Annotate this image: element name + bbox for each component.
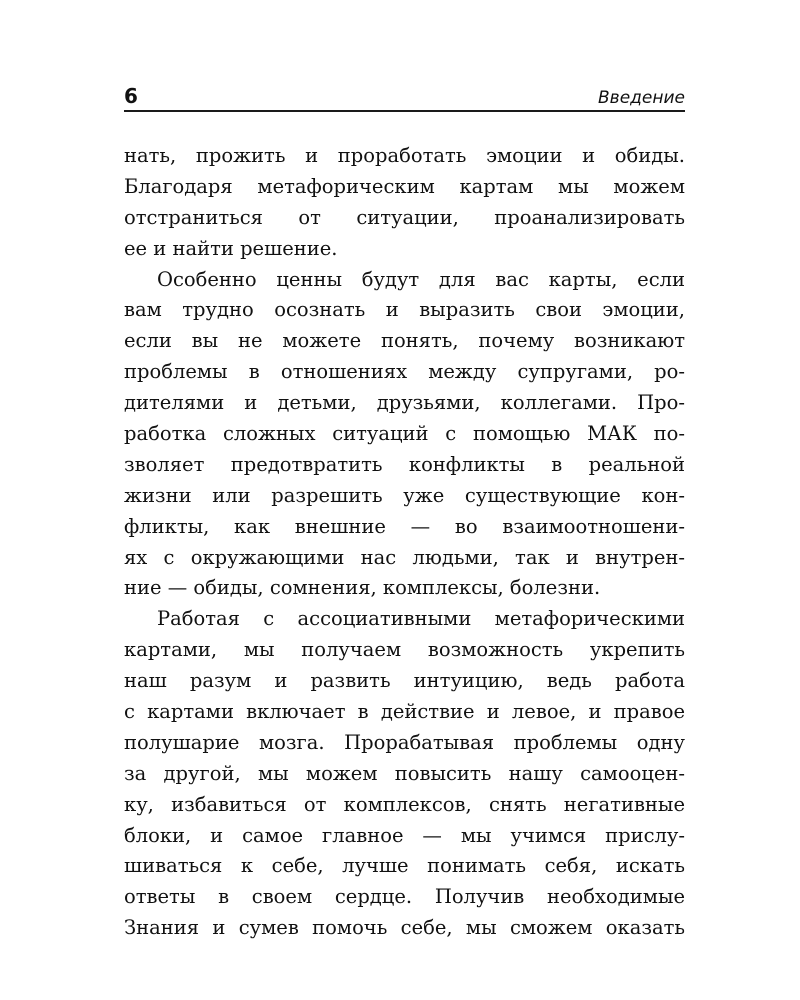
text-line: Особенно ценны будут для вас карты, если <box>157 267 685 291</box>
text-line: полушарие мозга. Прорабатывая проблемы одну <box>124 730 685 754</box>
text-line: отстраниться от ситуации, проанализировать <box>124 205 685 229</box>
text-line: картами, мы получаем возможность укрепить <box>124 638 685 662</box>
text-line: жизни или разрешить уже существующие кон- <box>124 483 685 507</box>
text-line: дителями и детьми, друзьями, коллегами. Про- <box>124 391 685 415</box>
text-line: фликты, как внешние — во взаимоотношени- <box>124 514 685 538</box>
text-line: Благодаря метафорическим картам мы можем <box>124 174 685 198</box>
text-line: если вы не можете понять, почему возникают <box>124 329 685 353</box>
text-line: работка сложных ситуаций с помощью МАК по- <box>124 422 685 446</box>
text-line: блоки, и самое главное — мы учимся прислу- <box>124 823 685 847</box>
text-line: зволяет предотвратить конфликты в реальной <box>124 452 685 476</box>
running-title: Введение <box>598 88 685 108</box>
page-number: 6 <box>124 84 138 108</box>
text-line: наш разум и развить интуицию, ведь работа <box>124 669 685 693</box>
text-line: вам трудно осознать и выразить свои эмоции, <box>124 298 685 322</box>
text-line: с картами включает в действие и левое, и правое <box>124 700 685 724</box>
text-line: нать, прожить и проработать эмоции и обиды. <box>124 144 685 167</box>
text-line: проблемы в отношениях между супругами, ро- <box>124 360 685 384</box>
text-line: ние — обиды, сомнения, комплексы, болезни. <box>124 576 601 600</box>
text-line: Знания и сумев помочь себе, мы сможем оказать <box>124 916 685 940</box>
text-line: шиваться к себе, лучше понимать себя, искать <box>124 854 685 878</box>
text-line: за другой, мы можем повысить нашу самооцен- <box>124 761 685 785</box>
text-line: ку, избавиться от комплексов, снять негативные <box>124 792 685 816</box>
text-line: ях с окружающими нас людьми, так и внутрен- <box>124 545 685 569</box>
text-line: Работая с ассоциативными метафорическими <box>157 607 685 631</box>
page-header <box>124 80 685 112</box>
text-line: ответы в своем сердце. Получив необходимые <box>124 885 685 909</box>
text-line: ее и найти решение. <box>124 236 338 260</box>
page-body <box>124 141 685 944</box>
